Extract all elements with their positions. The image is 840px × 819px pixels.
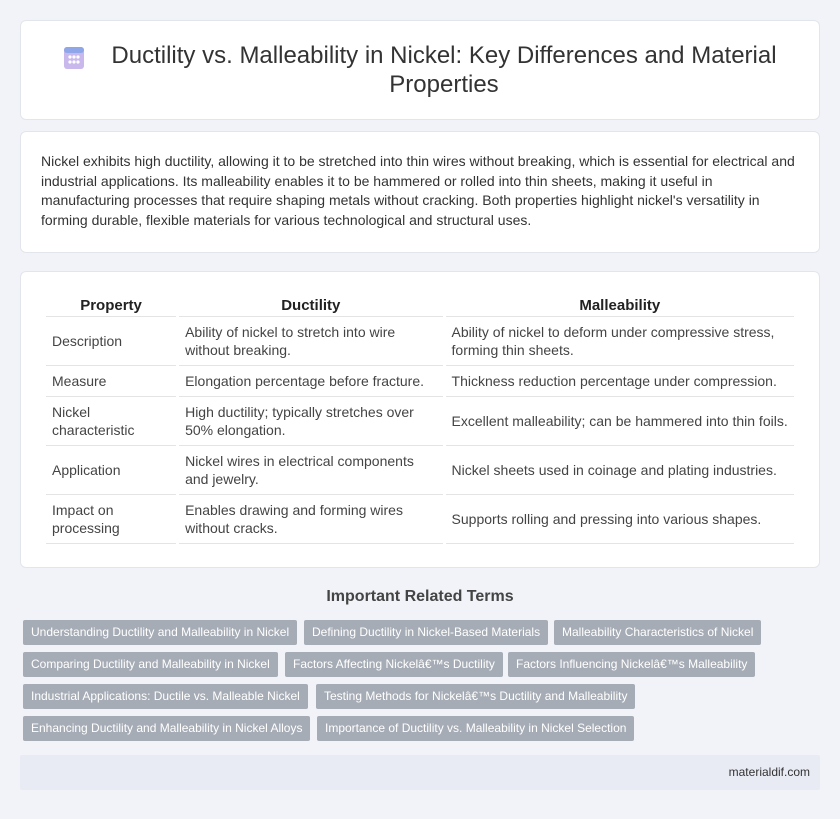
table-cell: Measure [46,366,176,397]
table-cell: Excellent malleability; can be hammered into thin foils. [446,397,794,446]
related-term-tag[interactable]: Malleability Characteristics of Nickel [554,620,761,645]
table-row [46,495,794,544]
comparison-table-card [20,271,820,568]
intro-card [20,131,820,253]
table-cell: Nickel wires in electrical components and jewelry. [179,446,442,495]
related-terms-title: Important Related Terms [326,588,514,605]
table-cell: Ability of nickel to deform under compressive stress, forming thin sheets. [446,317,794,366]
header-malleability: Malleability [446,292,794,317]
table-row [46,446,794,495]
table-cell: Description [46,317,176,366]
table-row [46,366,794,397]
table-header-row [46,292,794,317]
related-term-tag[interactable]: Understanding Ductility and Malleability in Nickel [23,620,297,645]
related-term-tag[interactable]: Industrial Applications: Ductile vs. Malleable Nickel [23,684,308,709]
title-wrap [61,41,779,99]
page-title: Ductility vs. Malleability in Nickel: Key Differences and Material Properties [111,42,777,98]
table-cell: High ductility; typically stretches over 50% elongation. [179,397,442,446]
table-cell: Thickness reduction percentage under compression. [446,366,794,397]
related-term-tag[interactable]: Enhancing Ductility and Malleability in Nickel Alloys [23,716,310,741]
related-term-tag[interactable]: Testing Methods for Nickelâ€™s Ductility and Malleability [316,684,635,709]
related-term-tag[interactable]: Factors Affecting Nickelâ€™s Ductility [285,652,503,677]
table-cell: Impact on processing [46,495,176,544]
header-property: Property [46,292,176,317]
footer-site-link[interactable]: materialdif.com [728,765,810,779]
related-term-tag[interactable]: Defining Ductility in Nickel-Based Materials [304,620,548,645]
table-cell: Nickel characteristic [46,397,176,446]
table-row [46,397,794,446]
footer [20,755,820,790]
header-ductility: Ductility [179,292,442,317]
table-cell: Application [46,446,176,495]
table-cell: Enables drawing and forming wires without cracks. [179,495,442,544]
related-term-tag[interactable]: Factors Influencing Nickelâ€™s Malleability [508,652,755,677]
related-term-tag[interactable]: Importance of Ductility vs. Malleability in Nickel Selection [317,716,634,741]
table-row [46,317,794,366]
table-cell: Elongation percentage before fracture. [179,366,442,397]
table-cell: Ability of nickel to stretch into wire without breaking. [179,317,442,366]
table-cell: Supports rolling and pressing into various shapes. [446,495,794,544]
document-icon [61,45,87,71]
intro-paragraph: Nickel exhibits high ductility, allowing it to be stretched into thin wires without breaking, which is essential for electrical and industrial applications. Its malleability enables it to be hammered or rolled into thin sheets, making it useful in manufacturing processes that require shaping metals without cracking. Both properties highlight nickel's versatility in forming durable, flexible materials for various technological and structural uses. [41,153,795,228]
header-card [20,20,820,120]
related-term-tag[interactable]: Comparing Ductility and Malleability in Nickel [23,652,278,677]
comparison-table [43,292,797,544]
table-cell: Nickel sheets used in coinage and plating industries. [446,446,794,495]
